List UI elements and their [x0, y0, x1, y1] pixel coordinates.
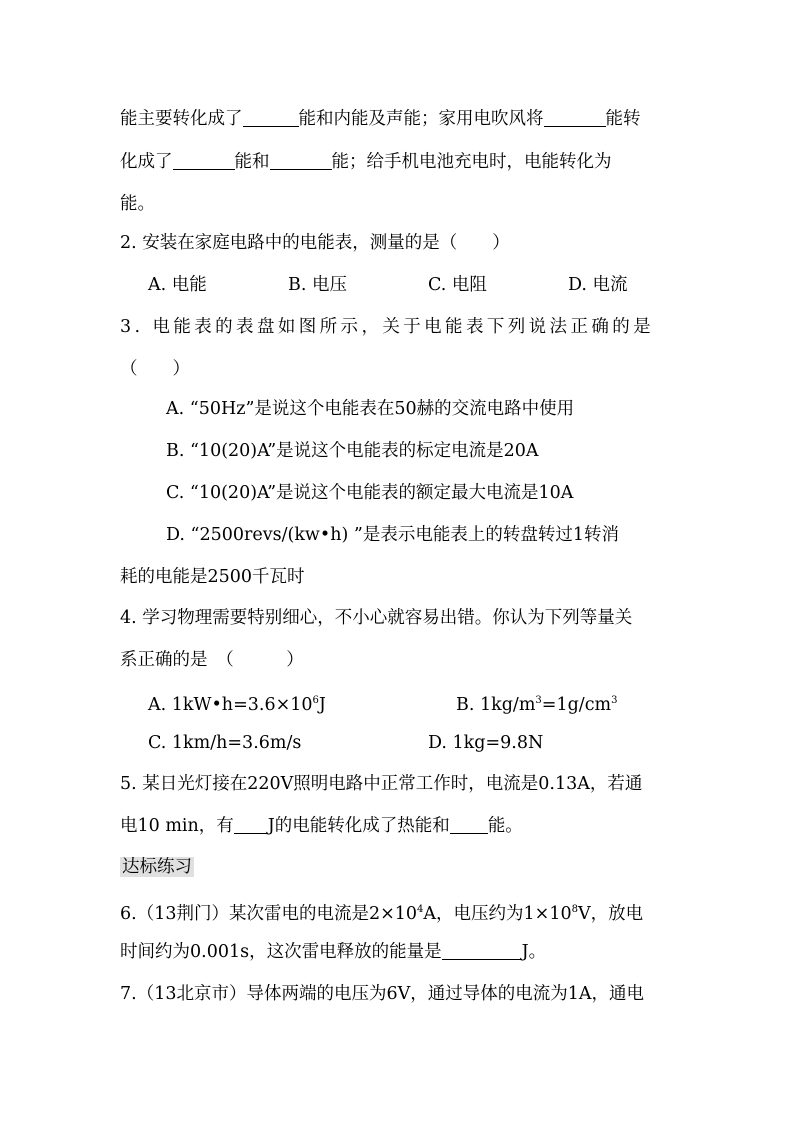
q4-stem-line-1: 4. 学习物理需要特别细心，不小心就容易出错。你认为下列等量关	[120, 608, 633, 628]
q3-paren: （ ）	[120, 359, 190, 379]
q3-option-c: C. “10(20)A”是说这个电能表的额定最大电流是10A	[166, 483, 574, 503]
q3-option-d: D. “2500revs/(kw•h) ”是表示电能表上的转盘转过1转消	[166, 525, 619, 545]
q4-option-c: C. 1km/h=3.6m/s	[148, 733, 302, 753]
answer-blank	[450, 815, 488, 834]
answer-blank	[243, 108, 299, 127]
q3-option-a: A. “50Hz”是说这个电能表在50赫的交流电路中使用	[166, 399, 575, 419]
q1-line-1	[120, 107, 673, 131]
answer-blank	[270, 151, 332, 170]
q2-option-a: A. 电能	[148, 275, 207, 295]
q2-option-b: B. 电压	[288, 275, 347, 295]
q5-line-1: 5. 某日光灯接在220V照明电路中正常工作时，电流是0.13A，若通	[120, 774, 643, 794]
q4-stem-line-2: 系正确的是 （ ）	[120, 650, 304, 670]
q6-line-1-text: 6.（13荆门）某次雷电的电流是$2\times 10^4A$，电压约为$1\times 10^8V$，放电	[120, 904, 644, 924]
q3-option-d-cont: 耗的电能是2500千瓦时	[120, 567, 305, 587]
section-label	[120, 855, 194, 879]
q3-stem: 3. 电能表的表盘如图所示，关于电能表下列说法正确的是	[120, 317, 655, 337]
q1-line-2	[120, 150, 673, 174]
q4-option-b: B. $1kg/m^3=1g/cm^3$	[456, 695, 618, 715]
q2-stem: 2. 安装在家庭电路中的电能表，测量的是（ ）	[120, 233, 510, 253]
answer-blank	[173, 151, 235, 170]
q1-line-3: 能。	[120, 194, 155, 214]
q6-line-1	[120, 898, 673, 926]
q4-option-d: D. 1kg=9.8N	[428, 733, 544, 753]
q6-line-2: 时间约为0.001s，这次雷电释放的能量是 J。	[120, 942, 547, 962]
q5-line-2: 电10 min，有 J的电能转化成了热能和 能。	[120, 816, 523, 836]
q2-option-d: D. 电流	[568, 275, 628, 295]
section-label-text: 达标练习	[122, 857, 192, 877]
answer-blank	[544, 108, 606, 127]
q1-line-2-text: 化成了 能和 能；给手机电池充电时，电能转化为	[120, 152, 612, 172]
answer-blank	[234, 815, 268, 834]
q4-option-a: A. $1kW•h=3.6\times 10^6J$	[148, 695, 326, 715]
q3-option-b: B. “10(20)A”是说这个电能表的标定电流是20A	[166, 441, 539, 461]
q2-option-c: C. 电阻	[428, 275, 487, 295]
q7-line-1: 7.（13北京市）导体两端的电压为6V，通过导体的电流为1A，通电	[120, 984, 645, 1004]
answer-blank	[442, 941, 522, 960]
q1-line-1-text: 能主要转化成了 能和内能及声能；家用电吹风将 能转	[120, 109, 641, 129]
